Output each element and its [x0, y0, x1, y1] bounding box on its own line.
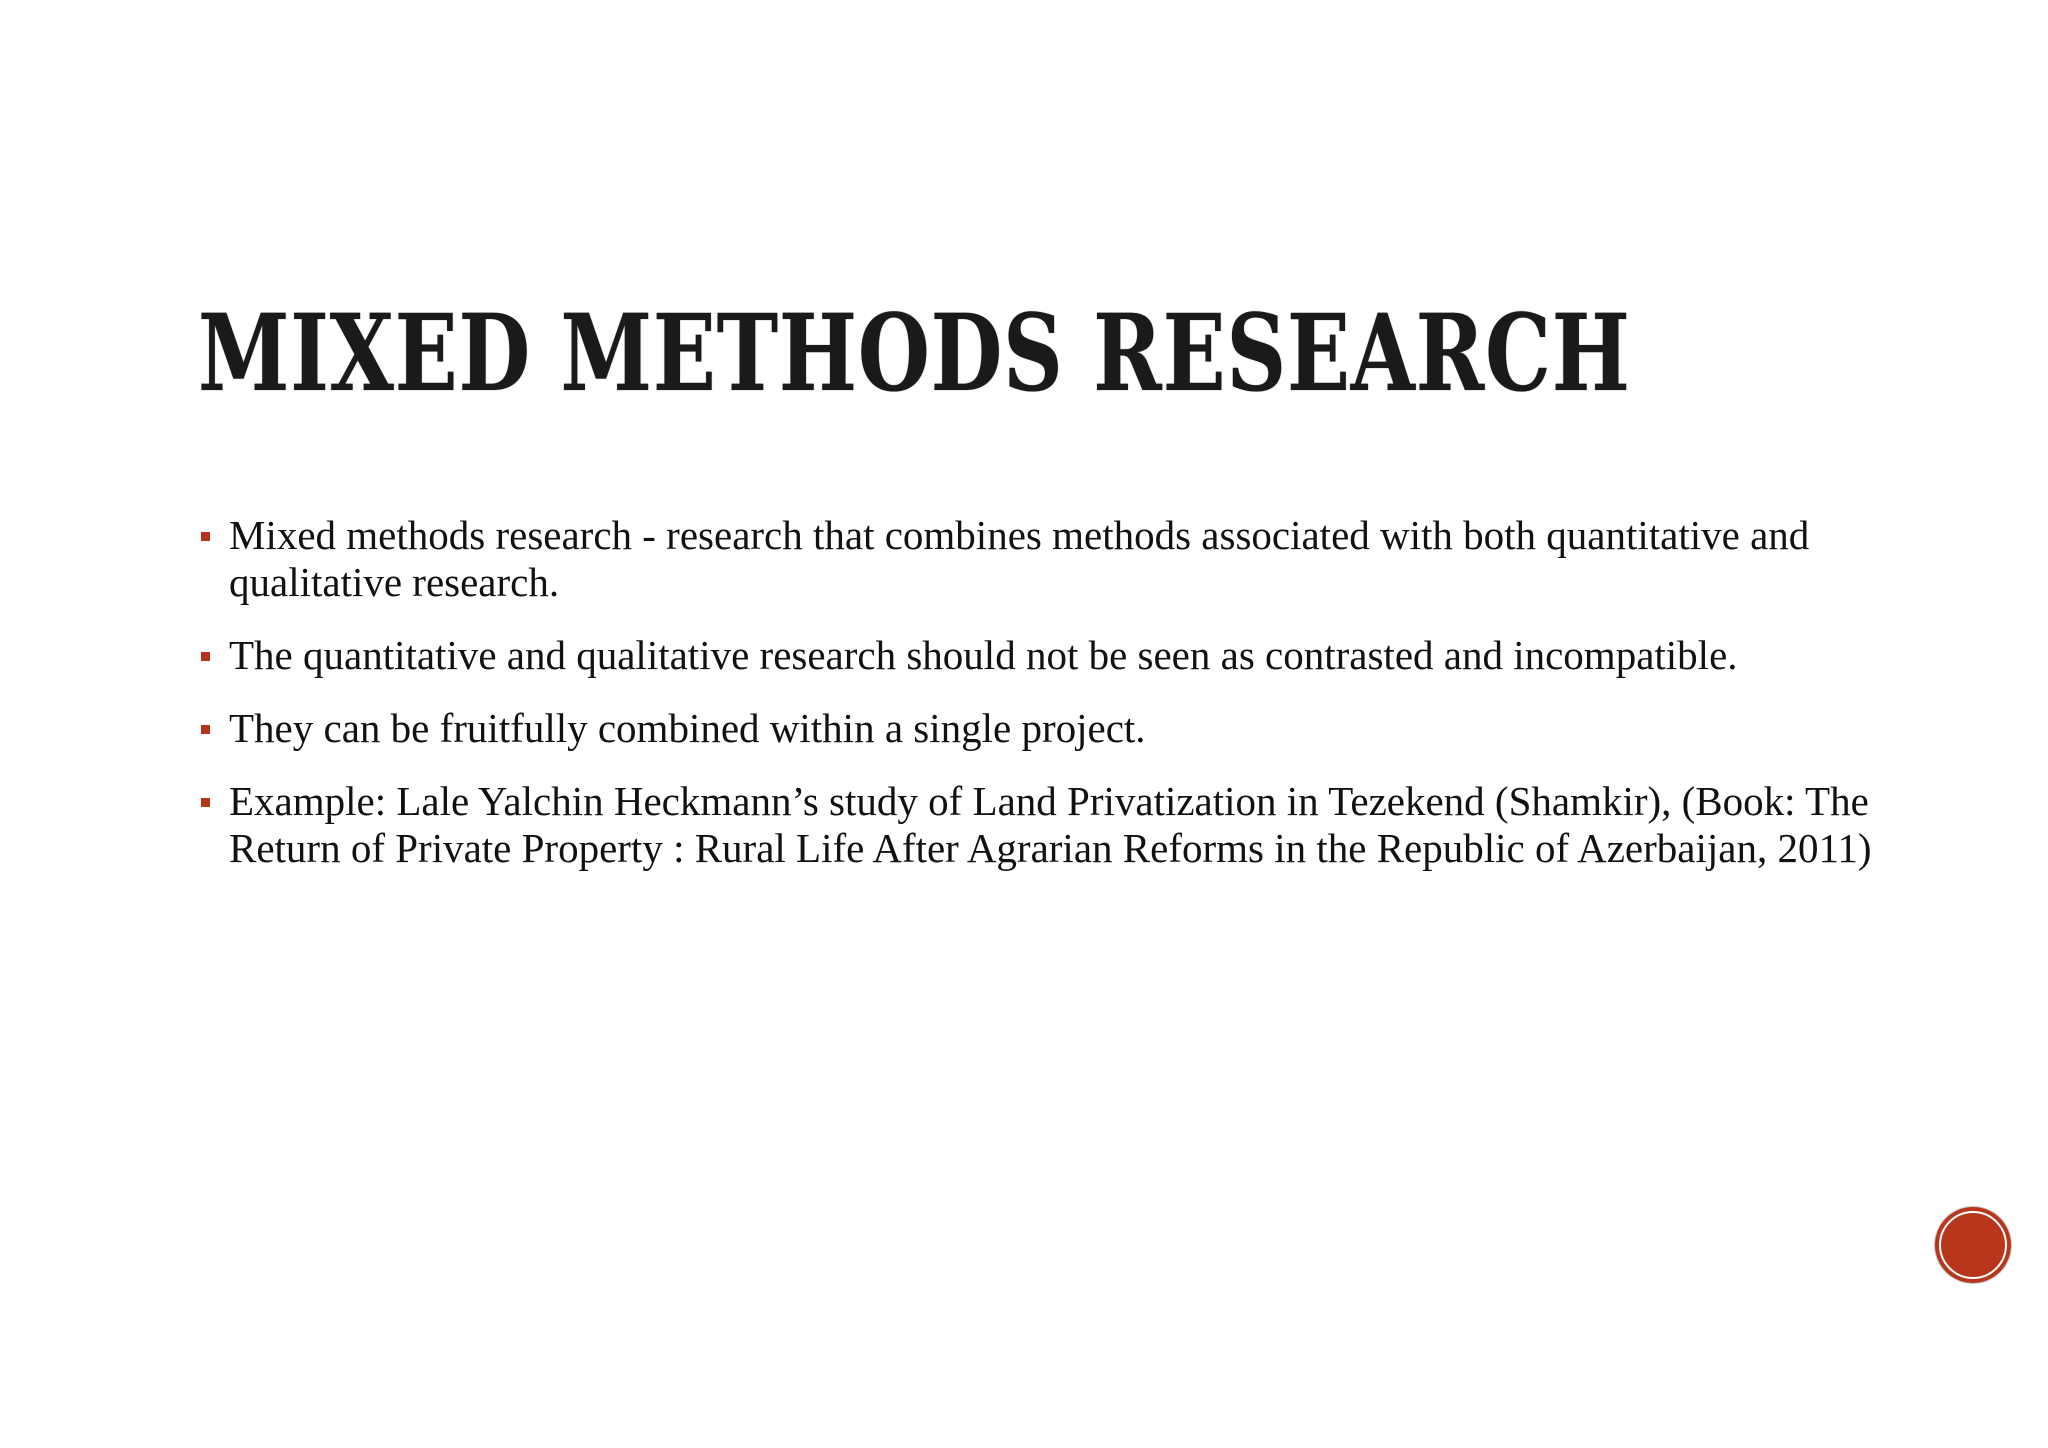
square-bullet-icon	[201, 798, 210, 807]
badge-ring	[1939, 1211, 2007, 1279]
bullet-item	[198, 632, 1888, 679]
slide-number-badge	[1935, 1207, 2011, 1283]
bullet-text: Mixed methods research - research that combines methods associated with both quantitative and qualitative research.	[229, 512, 1810, 605]
square-bullet-icon	[201, 725, 210, 734]
bullet-item	[198, 778, 1888, 872]
bullet-list	[198, 512, 1888, 898]
bullet-text: They can be fruitfully combined within a single project.	[229, 705, 1146, 751]
square-bullet-icon	[201, 652, 210, 661]
bullet-text: The quantitative and qualitative research should not be seen as contrasted and incompatible.	[229, 632, 1738, 678]
bullet-text: Example: Lale Yalchin Heckmann’s study of Land Privatization in Tezekend (Shamkir), (Book: The Return of Private Property : Rural Life After Agrarian Reforms in the Republic of Azerbaijan, 2011)	[229, 778, 1872, 871]
slide-title: MIXED METHODS RESEARCH	[198, 290, 1631, 415]
bullet-item	[198, 512, 1888, 606]
bullet-item	[198, 705, 1888, 752]
square-bullet-icon	[201, 532, 210, 541]
